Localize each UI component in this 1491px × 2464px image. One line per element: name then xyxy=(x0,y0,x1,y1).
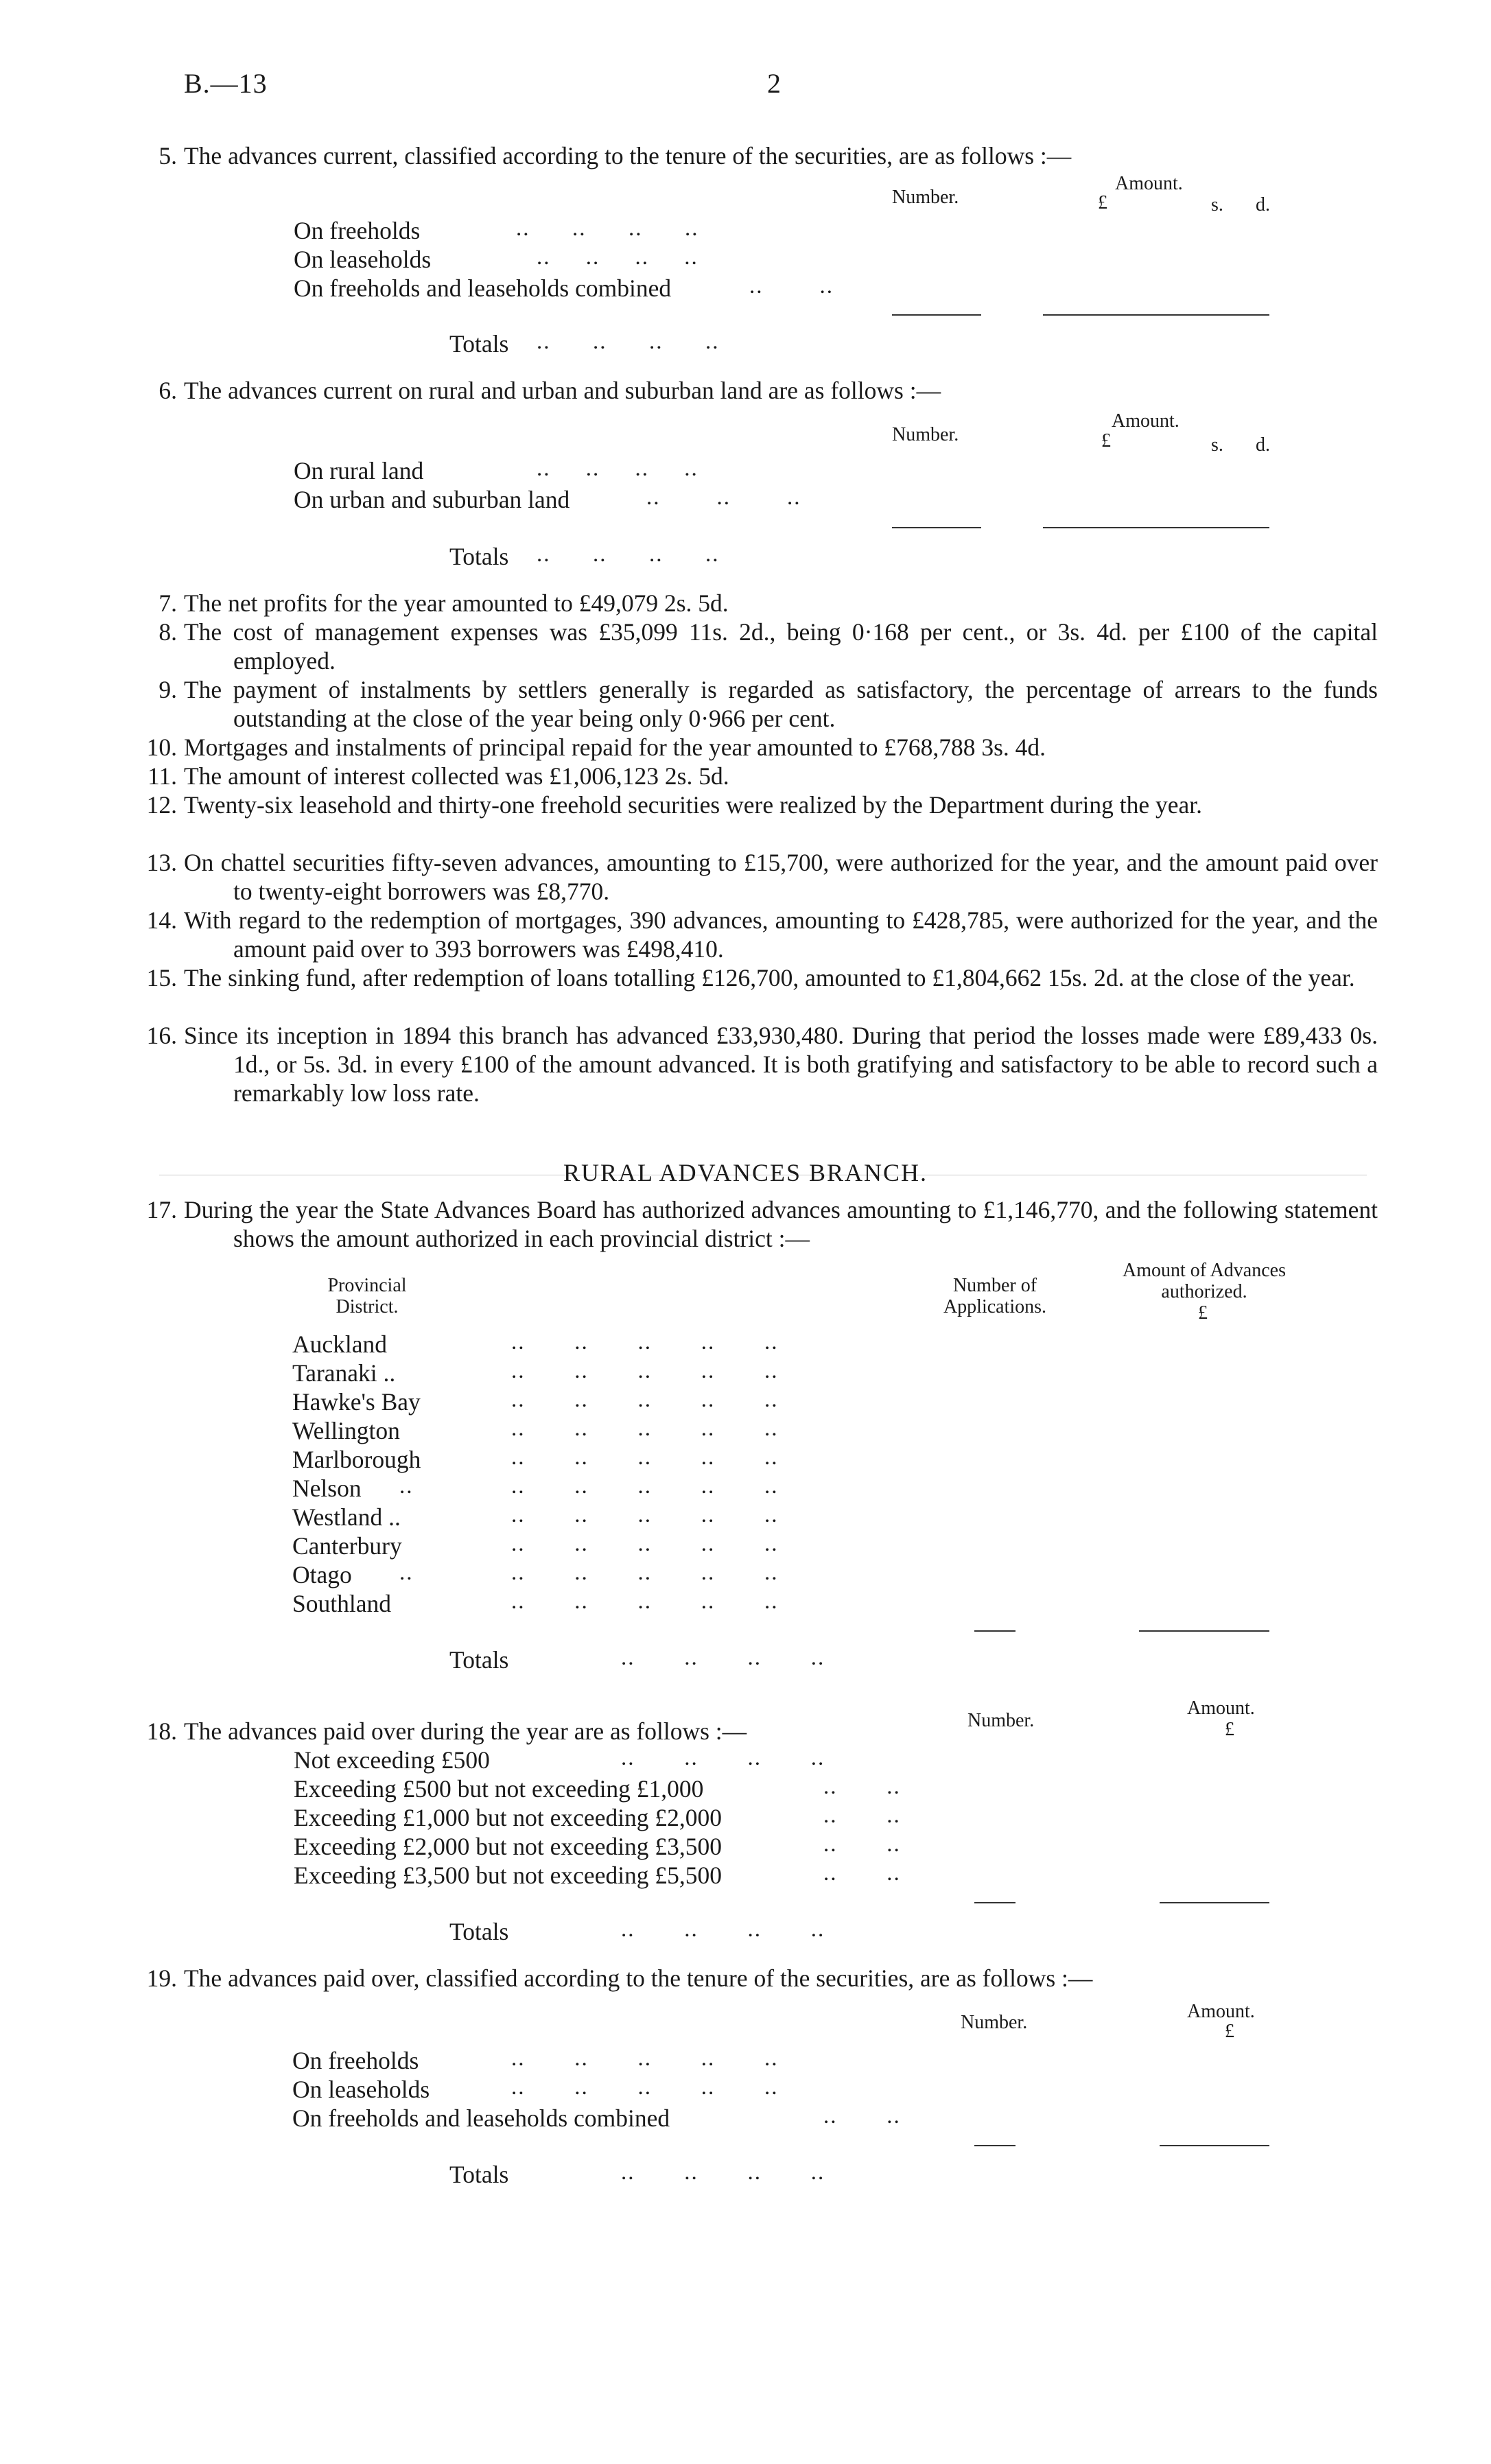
table-row-label: On freeholds xyxy=(294,217,421,244)
table-row-label: Wellington xyxy=(292,1417,400,1444)
table-row-label: On leaseholds xyxy=(294,246,432,273)
table-row-label: Exceeding £2,000 but not exceeding £3,500 xyxy=(294,1833,723,1860)
paragraph-10: 10. Mortgages and instalments of principal repaid for the year amounted to £768,788 3s. 4d. xyxy=(146,734,1046,761)
paragraph-13: 13. On chattel securities fifty-seven advances, amounting to £15,700, were authorized for the year, and the amount paid over to twenty-eight borrowers was £8,770. xyxy=(146,849,1378,905)
totals-label: Totals xyxy=(449,1646,509,1674)
paragraph-19: 19. The advances paid over, classified according to the tenure of the securities, are as follows :— xyxy=(146,1964,1093,1992)
page-number: 2 xyxy=(767,68,782,99)
table-row-label: On rural land xyxy=(294,457,424,484)
col-amount-header: Amount. xyxy=(1115,173,1183,194)
table-row-label: Canterbury xyxy=(292,1532,402,1560)
col-number-header: Number. xyxy=(892,187,959,208)
paragraph-7: 7. The net profits for the year amounted to £49,079 2s. 5d. xyxy=(159,589,729,617)
totals-label: Totals xyxy=(449,330,509,357)
table-row-label: Nelson xyxy=(292,1475,362,1502)
paragraph-15: 15. The sinking fund, after redemption of loans totalling £126,700, amounted to £1,804,662 15s. 2d. at the close of the year. xyxy=(146,964,1355,992)
paragraph-14: 14. With regard to the redemption of mortgages, 390 advances, amounting to £428,785, were authorized for the year, and the amount paid over to 393 borrowers was £498,410. xyxy=(146,906,1378,963)
paragraph-8: 8. The cost of management expenses was £35,099 11s. 2d., being 0·168 per cent., or 3s. 4d. per £100 of the capital employed. xyxy=(159,618,1378,674)
paragraph-12: 12. Twenty-six leasehold and thirty-one freehold securities were realized by the Department during the year. xyxy=(146,791,1203,819)
table-row-label: Not exceeding £500 xyxy=(294,1746,490,1774)
paragraph-18: 18. The advances paid over during the year are as follows :— xyxy=(146,1717,747,1745)
table-row-label: On urban and suburban land xyxy=(294,486,570,513)
table-row-label: On freeholds xyxy=(292,2047,419,2074)
table-row-label: Exceeding £3,500 but not exceeding £5,500 xyxy=(294,1862,723,1889)
paragraph-17: 17. During the year the State Advances Board has authorized advances amounting to £1,146,770, and the following statement shows the amount authorized in each provincial district :— xyxy=(146,1196,1378,1252)
paragraph-6: 6. The advances current on rural and urban and suburban land are as follows :— xyxy=(159,377,941,404)
table-row-label: Auckland xyxy=(292,1330,388,1358)
totals-label: Totals xyxy=(449,1918,509,1945)
report-reference: B.—13 xyxy=(184,68,268,99)
paragraph-16: 16. Since its inception in 1894 this branch has advanced £33,930,480. During that period the losses made were £89,433 0s. 1d., or 5s. 3d. in every £100 of the amount advanced. It is both gratifying and satisfactory to be able to record such a remarkably low loss rate. xyxy=(146,1022,1378,1107)
table-row-label: Taranaki .. xyxy=(292,1359,396,1387)
paragraph-5: 5. The advances current, classified according to the tenure of the securities, are as follows :— xyxy=(159,142,1072,169)
table-row-label: Exceeding £1,000 but not exceeding £2,000 xyxy=(294,1804,723,1831)
table-row-label: Westland .. xyxy=(292,1503,401,1531)
document-page: B.—13 2 5. The advances current, classified according to the tenure of the securities, are as follows :— Number. Amount. £ s. d. On freeholds .. .. .. .. On leaseholds .. .. .. .. On freeholds and leaseholds combined .. .. Totals .. .. .. .. 6. The advances current on rural and urban and suburban land are as follows :— Number. Amount. £ s. d. On rural land .. .. .. .. On urban and suburban land .. .. .. Totals .. .. .. .. 7. The net profits for the year amounted to £49,079 2s. 5d. 8. The cost of management expenses was £35,099 11s. 2d., being 0·168 per cent., or 3s. 4d. per £100 of the capital employed. 9. The payment of instalments by settlers generally is regarded as satisfactory, the percentage of arrears to the funds outstanding at the close of the year being only 0·966 per cent. 10. Mortgages and instalments of principal repaid for the year amounted to £768,788 3s. 4d. 11. The amount of interest collected was £1,006,123 2s. 5d. 12. Twenty-six leasehold and thirty-one freehold securities were realized by the Department during the year. 13. On chattel securities fifty-seven advances, amounting to £15,700, were authorized for the year, and the amount paid over to twenty-eight borrowers was £8,770. 14. With regard to the redemption of mortgages, 390 advances, amounting to £428,785, were authorized for the year, and the amount paid over to 393 borrowers was £498,410. 15. The sinking fund, after redemption of loans totalling £126,700, amounted to £1,804,662 15s. 2d. at the close of the year. 16. Since its inception in 1894 this branch has advanced £33,930,480. During that period the losses made were £89,433 0s. 1d., or 5s. 3d. in every £100 of the amount advanced. It is both gratifying and satisfactory to be able to record such a remarkably low loss rate. RURAL ADVANCES BRANCH. 17. During the year the State Advances Board has authorized advances amounting to £1,146,770, and the following statement shows the amount authorized in each provincial district :— Provincial District. Number of Applications. Amount of Advances authorized. £ Auckland .. .. .. .. .. Taranaki .. .. .. .. .. .. Hawke's Bay .. .. .. .. .. Wellington .. .. .. .. .. Marlborough .. .. .. .. .. Nelson .. .. .. .. .. .. Westland .. .. .. .. .. .. Canterbury .. .. .. .. .. Otago .. .. .. .. .. .. Southland .. .. .. .. .. Totals .. .. .. .. 18. The advances paid over during the year are as follows :— Number. Amount. £ Not exceeding £500 .. .. .. .. Exceeding £500 but not exceeding £1,000 .. .. Exceeding £1,000 but not exceeding £2,000 .. .. Exceeding £2,000 but not exceeding £3,500 .. .. Exceeding £3,500 but not exceeding £5,500 .. .. Totals .. .. .. .. 19. The advances paid over, classified according to the tenure of the securities, are as follows :— Number. Amount. £ On freeholds .. .. .. .. .. On leaseholds .. .. .. .. .. On freeholds and leaseholds combined .. .. Totals .. .. .. .. xyxy=(0,0,1491,2464)
table-row-label: Exceeding £500 but not exceeding £1,000 xyxy=(294,1775,704,1803)
table-row-label: Otago xyxy=(292,1561,352,1588)
totals-label: Totals xyxy=(449,2161,509,2188)
table-row-label: Marlborough xyxy=(292,1446,421,1473)
section-title: RURAL ADVANCES BRANCH. xyxy=(563,1159,928,1186)
table-row-label: Hawke's Bay xyxy=(292,1388,421,1416)
paragraph-11: 11. The amount of interest collected was £1,006,123 2s. 5d. xyxy=(147,762,729,790)
totals-label: Totals xyxy=(449,543,509,570)
table-row-label: On freeholds and leaseholds combined xyxy=(292,2104,670,2132)
table-row-label: Southland xyxy=(292,1590,391,1617)
paragraph-9: 9. The payment of instalments by settlers generally is regarded as satisfactory, the percentage of arrears to the funds outstanding at the close of the year being only 0·966 per cent. xyxy=(159,676,1378,732)
table-row-label: On leaseholds xyxy=(292,2076,430,2103)
table-row-label: On freeholds and leaseholds combined xyxy=(294,274,672,302)
